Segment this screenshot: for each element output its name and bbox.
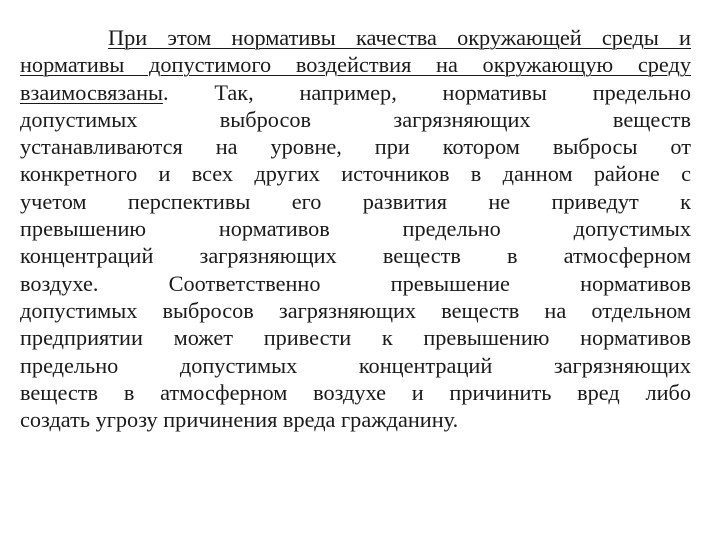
text-line-11: допустимых выбросов загрязняющих веществ на отдельном bbox=[20, 297, 691, 323]
text-line-13: предельно допустимых концентраций загрязняющих bbox=[20, 352, 691, 378]
text-line-6: конкретного и всех других источников в данном районе с bbox=[20, 161, 691, 187]
text-line-3-underlined: взаимосвязаны bbox=[20, 79, 163, 105]
body-paragraph bbox=[20, 24, 691, 433]
text-line-9: концентраций загрязняющих веществ в атмосферном bbox=[20, 243, 691, 269]
text-line-1: При этом нормативы качества окружающей среды и bbox=[108, 25, 691, 50]
text-line-2: нормативы допустимого воздействия на окружающую среду bbox=[20, 52, 691, 78]
text-line-4: допустимых выбросов загрязняющих веществ bbox=[20, 106, 691, 132]
text-line-12: предприятии может привести к превышению нормативов bbox=[20, 325, 691, 351]
text-line-14: веществ в атмосферном воздухе и причинить вред либо bbox=[20, 379, 691, 405]
text-line-3-rest: . Так, например, нормативы предельно bbox=[162, 79, 691, 105]
text-line-7: учетом перспективы его развития не приведут к bbox=[20, 188, 691, 214]
text-line-15: создать угрозу причинения вреда гражданину. bbox=[20, 407, 459, 433]
text-line-8: превышению нормативов предельно допустимых bbox=[20, 216, 691, 242]
text-line-3 bbox=[20, 79, 691, 106]
text-line-10: воздухе. Соответственно превышение нормативов bbox=[20, 270, 691, 296]
text-line-5: устанавливаются на уровне, при котором выбросы от bbox=[20, 134, 691, 160]
